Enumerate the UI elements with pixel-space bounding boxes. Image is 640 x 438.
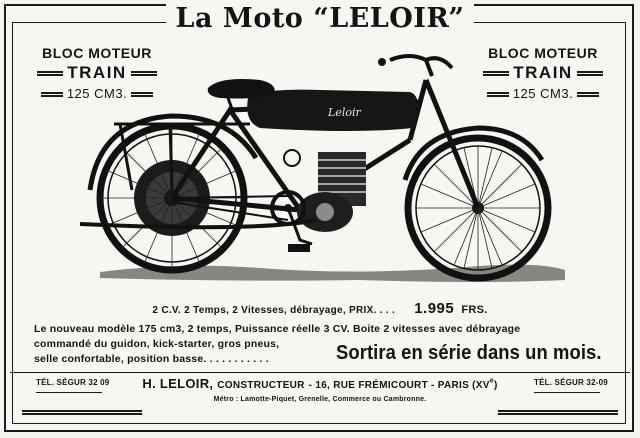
footer-bar-right <box>498 410 618 415</box>
description-line1: Le nouveau modèle 175 cm3, 2 temps, Puissance réelle 3 CV. Boite 2 vitesses avec débrayage <box>34 323 521 335</box>
saddle <box>208 79 275 99</box>
maker-street: - 16, RUE FRÉMICOURT - PARIS (XV <box>308 380 490 391</box>
address-close: ) <box>493 380 498 391</box>
price-line <box>0 300 640 317</box>
ad-title: La Moto “LELOIR” <box>166 0 475 38</box>
spec-summary: 2 C.V. 2 Temps, 2 Vitesses, débrayage, PRIX. . . . <box>152 305 396 316</box>
right-block-train: TRAIN <box>513 63 573 82</box>
telephone-left: TÉL. SÉGUR 32 09 <box>36 378 110 387</box>
maker-role: CONSTRUCTEUR <box>217 380 305 391</box>
description-line3: selle confortable, position basse. . . . . . . . . . . <box>34 353 269 365</box>
price-value: 1.995 <box>414 300 455 317</box>
telephone-right: TÉL. SÉGUR 32-09 <box>534 378 608 387</box>
footer-bar-left <box>22 410 142 415</box>
description-line2: commandé du guidon, kick-starter, gros pneus, <box>34 338 280 350</box>
handlebar <box>390 56 452 76</box>
footer-divider <box>10 372 630 373</box>
right-block-cc: 125 CM3. <box>512 86 574 101</box>
price-unit: FRS. <box>461 304 488 316</box>
left-block-line1: BLOC MOTEUR <box>42 45 152 61</box>
tank-logo: Leloir <box>328 106 361 119</box>
dash-decor <box>577 71 603 76</box>
right-block-line1: BLOC MOTEUR <box>488 45 598 61</box>
telephone-left-underline <box>36 392 102 393</box>
arrondissement-suffix: e <box>489 377 494 385</box>
telephone-right-underline <box>534 392 600 393</box>
metro-stations: Métro : Lamotte-Piquet, Grenelle, Commerce ou Cambronne. <box>213 396 427 403</box>
left-block-train: TRAIN <box>67 63 127 82</box>
left-block-cc: 125 CM3. <box>66 86 128 101</box>
maker-name: H. LELOIR, <box>142 376 214 391</box>
release-headline: Sortira en série dans un mois. <box>336 342 602 364</box>
maker-address <box>0 376 640 391</box>
motorcycle-illustration <box>60 40 573 295</box>
dash-decor <box>577 92 599 97</box>
title-wrap <box>0 0 640 38</box>
